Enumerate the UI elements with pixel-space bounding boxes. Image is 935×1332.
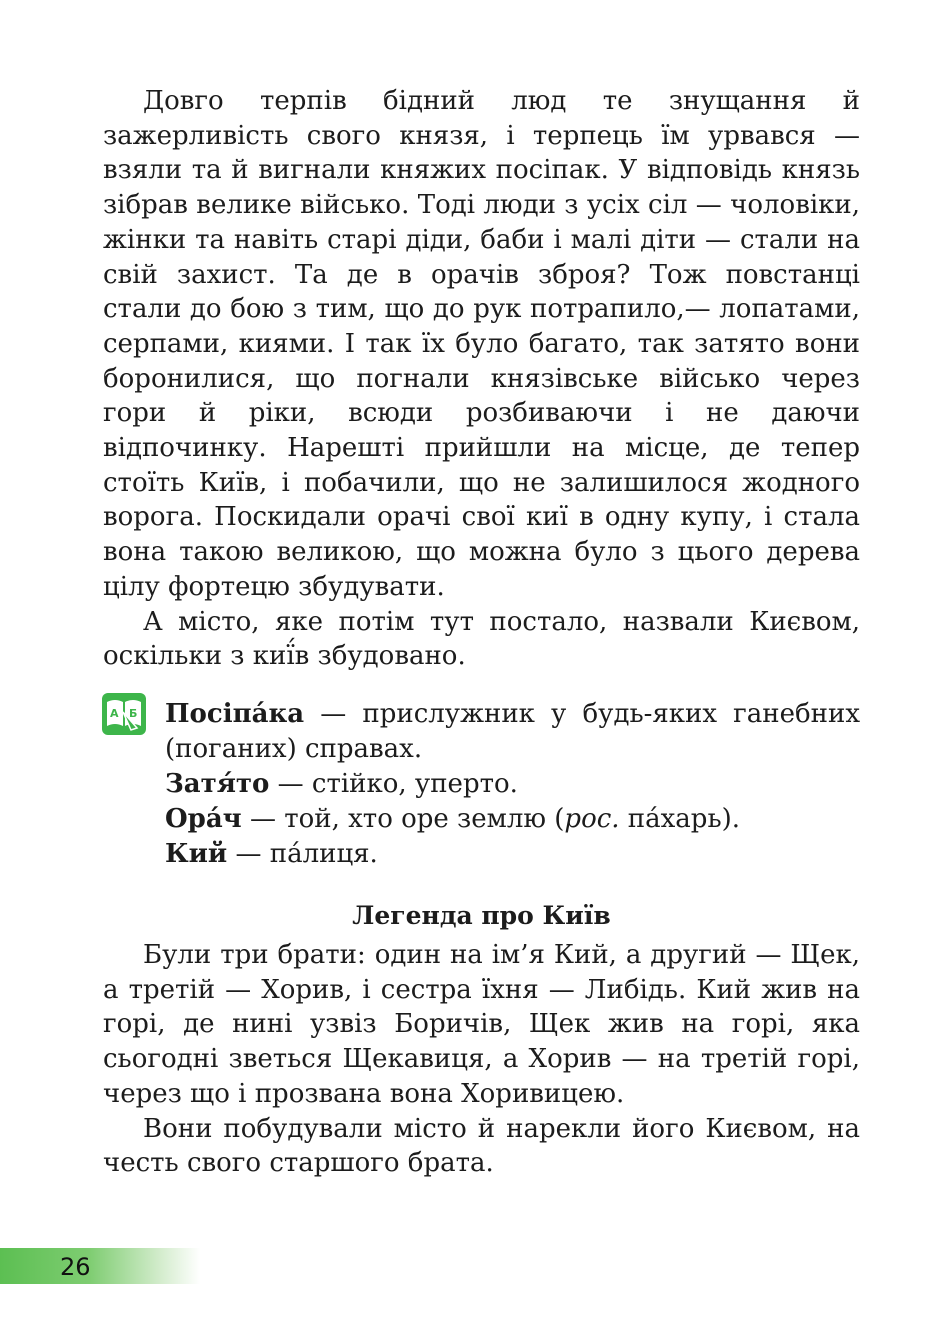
- dictionary-book-icon: [101, 692, 147, 736]
- legend-paragraph: Вони побудували місто й нарекли його Києвом, на честь свого старшого брата.: [103, 1113, 860, 1179]
- svg-text:А: А: [110, 707, 119, 720]
- glossary-language-note: рос.: [564, 804, 620, 834]
- glossary-term: Кий: [165, 839, 228, 869]
- story-paragraph: А місто, яке потім тут постало, назвали Києвом, оскільки з киї́в збудовано.: [103, 606, 860, 672]
- glossary-term: Ора́ч: [165, 804, 242, 834]
- story-paragraph: Довго терпів бідний люд те знущання й зажерливість свого князя, і терпець їм урвався — взяли та й вигнали княжих посіпак. У відповідь князь зібрав велике військо. Тоді люди з усіх сіл — чоловіки, жінки та навіть старі діди, баби і малі діти — стали на свій захист. Та де в орачів зброя? Тож повстанці стали до бою з тим, що до рук потрапило,— лопатами, серпами, киями. І так їх було багато, так затято вони боронилися, що погнали князівське військо через гори й ріки, всюди розбиваючи і не даючи відпочинку. Нарешті прийшли на місце, де тепер стоїть Київ, і побачили, що не залишилося жодного ворога. Поскидали орачі свої киї в одну купу, і стала вона такою великою, що можна було з цього дерева цілу фортецю збудувати.: [103, 86, 860, 602]
- page-number-band: [0, 1248, 200, 1284]
- glossary-term: Посіпа́ка: [165, 699, 305, 729]
- glossary-definition: — той, хто оре землю (: [241, 804, 565, 834]
- svg-text:Б: Б: [129, 707, 138, 720]
- legend-text: [103, 938, 860, 1181]
- glossary: [165, 697, 860, 872]
- page-number: 26: [60, 1253, 91, 1281]
- legend-title: Легенда про Київ: [352, 901, 611, 930]
- story-text: [103, 84, 860, 674]
- glossary-entry: [165, 837, 860, 872]
- glossary-entry: [165, 802, 860, 837]
- glossary-entry: [165, 767, 860, 802]
- glossary-entry: [165, 697, 860, 767]
- glossary-definition: — па́лиця.: [227, 839, 378, 869]
- glossary-term: Затя́то: [165, 769, 270, 799]
- glossary-definition: — прислужник у будь-яких ганебних (поганих) справах.: [165, 699, 860, 764]
- glossary-definition: па́харь).: [619, 804, 741, 834]
- glossary-definition: — стійко, уперто.: [269, 769, 518, 799]
- legend-paragraph: Були три брати: один на ім’я Кий, а другий — Щек, а третій — Хорив, і сестра їхня — Либідь. Кий жив на горі, де нині узвіз Боричів, Щек жив на горі, яка сьогодні зветься Щекавиця, а Хорив — на третій горі, через що і прозвана вона Хоривицею.: [103, 940, 860, 1109]
